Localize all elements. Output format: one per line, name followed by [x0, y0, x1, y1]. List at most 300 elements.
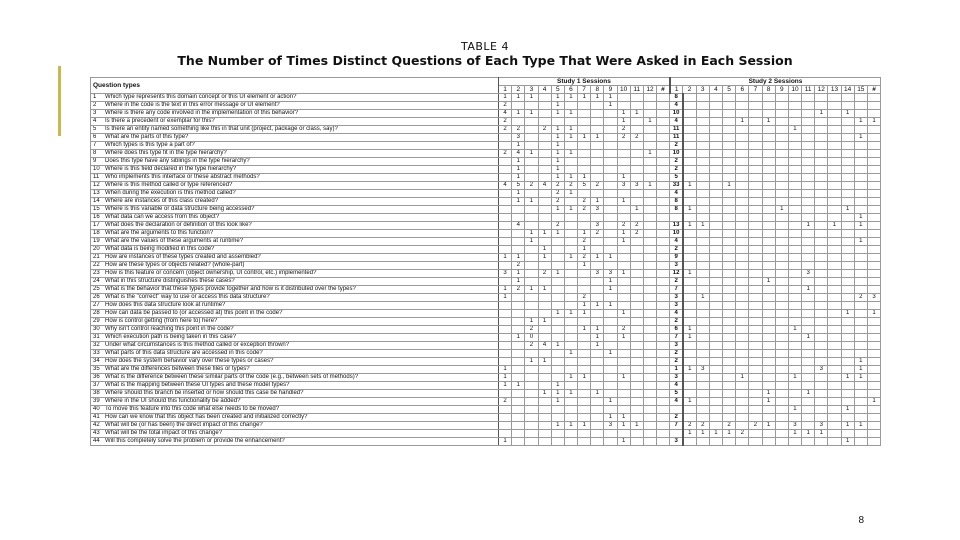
- question-number: 36: [93, 374, 100, 380]
- question-text: Where does this type fit in the type hierarchy?: [105, 150, 227, 156]
- study2-count-cell: [867, 278, 880, 286]
- study1-count-cell: [617, 206, 630, 214]
- study1-count-cell: [657, 174, 670, 182]
- study2-count-cell: [854, 150, 867, 158]
- study2-count-cell: [696, 310, 709, 318]
- study2-count-cell: [762, 270, 775, 278]
- study2-count-cell: [749, 326, 762, 334]
- study1-count-cell: [564, 430, 577, 438]
- study2-count-cell: [736, 158, 749, 166]
- study2-count-cell: [867, 230, 880, 238]
- study2-count-cell: 1: [841, 110, 854, 118]
- study2-count-cell: [696, 166, 709, 174]
- study1-count-cell: [643, 134, 656, 142]
- study1-total-cell: 2: [670, 358, 683, 366]
- study2-count-cell: [696, 262, 709, 270]
- study1-count-cell: [630, 326, 643, 334]
- study2-count-cell: [775, 126, 788, 134]
- question-cell: [91, 230, 499, 238]
- study2-count-cell: [736, 326, 749, 334]
- study1-count-cell: 1: [512, 110, 525, 118]
- study2-count-cell: [709, 158, 722, 166]
- study1-count-cell: [551, 294, 564, 302]
- study2-count-cell: [828, 254, 841, 262]
- study1-count-cell: [617, 398, 630, 406]
- study1-count-cell: [525, 190, 538, 198]
- study2-count-cell: [762, 326, 775, 334]
- study2-count-cell: 3: [788, 422, 801, 430]
- study2-count-cell: [709, 206, 722, 214]
- study2-count-cell: [709, 294, 722, 302]
- study1-count-cell: 1: [604, 350, 617, 358]
- study2-count-cell: [683, 318, 696, 326]
- question-number: 39: [93, 398, 100, 404]
- question-text: What are the values of these arguments at runtime?: [105, 238, 244, 244]
- study2-count-cell: [867, 206, 880, 214]
- study2-count-cell: 1: [867, 310, 880, 318]
- study1-count-cell: [604, 142, 617, 150]
- study2-count-cell: [828, 166, 841, 174]
- study1-count-cell: 2: [578, 198, 591, 206]
- study1-count-cell: [630, 158, 643, 166]
- study1-count-cell: [643, 430, 656, 438]
- study1-count-cell: [512, 302, 525, 310]
- study2-count-cell: 1: [762, 118, 775, 126]
- study1-count-cell: [525, 134, 538, 142]
- study2-count-cell: [749, 438, 762, 446]
- study1-count-cell: 1: [551, 342, 564, 350]
- study1-count-cell: [643, 214, 656, 222]
- study1-count-cell: [578, 438, 591, 446]
- study2-count-cell: 2: [683, 422, 696, 430]
- study2-count-cell: [802, 214, 815, 222]
- study1-count-cell: [551, 214, 564, 222]
- study1-count-cell: [564, 342, 577, 350]
- study1-count-cell: [499, 134, 512, 142]
- study1-count-cell: [643, 206, 656, 214]
- study2-count-cell: [723, 302, 736, 310]
- study1-count-cell: 1: [591, 198, 604, 206]
- question-number: 9: [93, 158, 97, 164]
- study2-count-cell: [709, 270, 722, 278]
- study1-count-cell: [551, 326, 564, 334]
- study1-count-cell: [643, 422, 656, 430]
- question-text: Will this completely solve the problem or provide the enhancement?: [105, 438, 285, 444]
- study1-count-cell: [564, 142, 577, 150]
- study2-count-cell: [683, 342, 696, 350]
- study1-count-cell: [657, 294, 670, 302]
- study1-count-cell: 4: [538, 182, 551, 190]
- study2-count-cell: [788, 366, 801, 374]
- study1-count-cell: [551, 318, 564, 326]
- study1-count-cell: [630, 390, 643, 398]
- study1-count-cell: [578, 366, 591, 374]
- study1-count-cell: [525, 406, 538, 414]
- study1-count-cell: [617, 302, 630, 310]
- question-text: What will be (or has been) the direct impact of this change?: [105, 422, 263, 428]
- study1-count-cell: [564, 382, 577, 390]
- study2-count-cell: [762, 182, 775, 190]
- study1-count-cell: 2: [499, 126, 512, 134]
- study1-count-cell: 5: [578, 182, 591, 190]
- study2-session-header: 11: [802, 86, 815, 94]
- study1-count-cell: 3: [512, 134, 525, 142]
- study2-count-cell: [788, 110, 801, 118]
- study1-count-cell: [551, 334, 564, 342]
- study2-count-cell: [802, 206, 815, 214]
- study1-total-cell: 3: [670, 374, 683, 382]
- study2-count-cell: [841, 190, 854, 198]
- study1-count-cell: 1: [591, 254, 604, 262]
- question-cell: [91, 430, 499, 438]
- question-number: 11: [93, 174, 100, 180]
- study2-count-cell: [815, 438, 828, 446]
- study1-total-cell: 3: [670, 342, 683, 350]
- study1-count-cell: [657, 438, 670, 446]
- question-text: Who implements this interface or these abstract methods?: [105, 174, 260, 180]
- question-cell: [91, 190, 499, 198]
- study1-count-cell: [551, 118, 564, 126]
- study1-count-cell: [525, 254, 538, 262]
- study2-count-cell: [815, 182, 828, 190]
- study2-count-cell: 1: [696, 294, 709, 302]
- study1-count-cell: [630, 126, 643, 134]
- question-number: 7: [93, 142, 97, 148]
- study2-count-cell: [696, 406, 709, 414]
- question-number: 21: [93, 254, 100, 260]
- study1-count-cell: 1: [617, 414, 630, 422]
- study2-session-header: #: [867, 86, 880, 94]
- study2-count-cell: [828, 198, 841, 206]
- table-group-header-row: [91, 78, 881, 86]
- question-cell: [91, 214, 499, 222]
- study2-count-cell: [736, 142, 749, 150]
- table-row: [91, 366, 881, 374]
- study2-count-cell: [802, 102, 815, 110]
- study1-count-cell: [538, 422, 551, 430]
- study1-total-cell: 2: [670, 246, 683, 254]
- study2-count-cell: [762, 238, 775, 246]
- study2-count-cell: [867, 342, 880, 350]
- study1-total-cell: 4: [670, 190, 683, 198]
- study2-count-cell: [696, 254, 709, 262]
- study1-count-cell: 1: [512, 166, 525, 174]
- study2-count-cell: [802, 254, 815, 262]
- study2-count-cell: [854, 110, 867, 118]
- study2-count-cell: [788, 286, 801, 294]
- study1-count-cell: 1: [630, 206, 643, 214]
- study1-count-cell: [630, 142, 643, 150]
- study1-count-cell: [512, 414, 525, 422]
- study1-count-cell: [630, 342, 643, 350]
- study1-count-cell: 1: [591, 342, 604, 350]
- study1-count-cell: [617, 142, 630, 150]
- study2-count-cell: [802, 374, 815, 382]
- study2-count-cell: [788, 294, 801, 302]
- study1-count-cell: [604, 390, 617, 398]
- question-text: What parts of this data structure are accessed in this code?: [105, 350, 263, 356]
- study1-count-cell: 1: [538, 286, 551, 294]
- study2-count-cell: [815, 174, 828, 182]
- study2-count-cell: [815, 158, 828, 166]
- study1-count-cell: 2: [617, 126, 630, 134]
- study2-count-cell: [762, 334, 775, 342]
- study2-count-cell: [749, 174, 762, 182]
- study2-count-cell: [736, 174, 749, 182]
- study2-count-cell: [841, 294, 854, 302]
- study2-count-cell: [709, 286, 722, 294]
- study1-count-cell: [512, 238, 525, 246]
- study1-count-cell: [564, 246, 577, 254]
- study2-count-cell: [736, 422, 749, 430]
- study1-count-cell: [512, 430, 525, 438]
- study1-count-cell: [512, 318, 525, 326]
- study1-count-cell: [617, 262, 630, 270]
- study1-count-cell: 2: [538, 126, 551, 134]
- study2-count-cell: 1: [736, 374, 749, 382]
- study1-count-cell: 1: [564, 126, 577, 134]
- study2-count-cell: [802, 126, 815, 134]
- study2-count-cell: [723, 350, 736, 358]
- study2-count-cell: [828, 238, 841, 246]
- table-row: [91, 174, 881, 182]
- study1-total-cell: 2: [670, 318, 683, 326]
- study2-count-cell: [841, 222, 854, 230]
- study2-count-cell: [709, 342, 722, 350]
- question-text: To move this feature into this code what else needs to be moved?: [105, 406, 280, 412]
- study2-count-cell: [736, 254, 749, 262]
- study2-count-cell: [775, 134, 788, 142]
- study1-count-cell: [657, 198, 670, 206]
- study1-count-cell: [630, 438, 643, 446]
- study2-count-cell: [828, 374, 841, 382]
- study2-count-cell: [709, 326, 722, 334]
- study2-count-cell: [775, 374, 788, 382]
- study1-count-cell: [643, 158, 656, 166]
- study1-total-cell: 4: [670, 238, 683, 246]
- study1-count-cell: [564, 270, 577, 278]
- study2-count-cell: [723, 150, 736, 158]
- study2-count-cell: 1: [775, 206, 788, 214]
- question-number: 25: [93, 286, 100, 292]
- study2-count-cell: [709, 166, 722, 174]
- table-row: [91, 342, 881, 350]
- study1-count-cell: [643, 382, 656, 390]
- study1-count-cell: [604, 238, 617, 246]
- study2-count-cell: [683, 158, 696, 166]
- study2-count-cell: [815, 198, 828, 206]
- study2-count-cell: [696, 110, 709, 118]
- question-number: 29: [93, 318, 100, 324]
- study2-count-cell: [775, 182, 788, 190]
- table-row: [91, 214, 881, 222]
- study2-count-cell: [775, 158, 788, 166]
- study1-count-cell: [604, 214, 617, 222]
- question-text: How is control getting (from here to) here?: [105, 318, 218, 324]
- study2-count-cell: [709, 374, 722, 382]
- study1-count-cell: [591, 102, 604, 110]
- study1-count-cell: [525, 262, 538, 270]
- question-cell: [91, 422, 499, 430]
- study1-count-cell: [630, 374, 643, 382]
- table-row: [91, 190, 881, 198]
- study2-count-cell: [802, 142, 815, 150]
- study2-count-cell: [854, 342, 867, 350]
- study2-count-cell: [841, 102, 854, 110]
- study1-count-cell: 1: [551, 134, 564, 142]
- study1-count-cell: 1: [551, 174, 564, 182]
- study2-count-cell: [841, 142, 854, 150]
- study1-count-cell: 1: [617, 118, 630, 126]
- table-row: [91, 142, 881, 150]
- study2-count-cell: [802, 238, 815, 246]
- study1-count-cell: [578, 142, 591, 150]
- study1-count-cell: 1: [564, 310, 577, 318]
- study1-count-cell: [657, 166, 670, 174]
- study2-count-cell: 1: [683, 182, 696, 190]
- study2-count-cell: [828, 110, 841, 118]
- study1-count-cell: [538, 430, 551, 438]
- table-row: [91, 334, 881, 342]
- study1-total-cell: 3: [670, 438, 683, 446]
- study2-count-cell: [854, 302, 867, 310]
- study2-count-cell: [854, 430, 867, 438]
- study1-count-cell: 2: [551, 222, 564, 230]
- study1-count-cell: [630, 166, 643, 174]
- study1-count-cell: [643, 286, 656, 294]
- study1-total-cell: 8: [670, 206, 683, 214]
- study1-count-cell: [630, 414, 643, 422]
- study2-count-cell: [802, 318, 815, 326]
- study2-count-cell: [736, 438, 749, 446]
- study1-count-cell: [657, 190, 670, 198]
- study2-count-cell: 1: [802, 390, 815, 398]
- study1-count-cell: [525, 174, 538, 182]
- study2-count-cell: [775, 254, 788, 262]
- question-text: Does this type have any siblings in the type hierarchy?: [105, 158, 250, 164]
- study1-count-cell: [630, 430, 643, 438]
- study2-count-cell: [815, 94, 828, 102]
- study1-count-cell: [643, 366, 656, 374]
- study1-count-cell: [657, 358, 670, 366]
- study2-count-cell: [736, 342, 749, 350]
- study2-count-cell: [762, 366, 775, 374]
- question-text: How does the system behavior vary over these types or cases?: [105, 358, 274, 364]
- question-cell: [91, 342, 499, 350]
- table-row: [91, 358, 881, 366]
- study1-count-cell: [657, 222, 670, 230]
- study2-count-cell: [749, 262, 762, 270]
- study1-count-cell: [551, 358, 564, 366]
- study2-session-header: 14: [841, 86, 854, 94]
- question-text: How does this data structure look at runtime?: [105, 302, 226, 308]
- question-cell: [91, 246, 499, 254]
- study2-count-cell: [723, 406, 736, 414]
- question-cell: [91, 358, 499, 366]
- study1-total-cell: 12: [670, 270, 683, 278]
- study1-count-cell: [578, 414, 591, 422]
- study1-count-cell: [657, 286, 670, 294]
- study1-count-cell: 1: [551, 382, 564, 390]
- question-cell: [91, 414, 499, 422]
- study1-count-cell: [643, 278, 656, 286]
- study2-count-cell: [802, 150, 815, 158]
- question-text: What data is being modified in this code?: [105, 246, 215, 252]
- question-cell: [91, 326, 499, 334]
- study2-count-cell: [749, 126, 762, 134]
- study1-count-cell: [657, 334, 670, 342]
- study1-count-cell: [499, 174, 512, 182]
- study1-count-cell: 1: [564, 374, 577, 382]
- table-row: [91, 430, 881, 438]
- table-row: [91, 310, 881, 318]
- question-table-wrapper: [90, 77, 880, 446]
- study1-count-cell: [630, 334, 643, 342]
- study2-count-cell: [788, 310, 801, 318]
- study2-count-cell: [815, 238, 828, 246]
- question-number: 12: [93, 182, 100, 188]
- study1-session-header: 3: [525, 86, 538, 94]
- study1-count-cell: [591, 350, 604, 358]
- study1-count-cell: [551, 238, 564, 246]
- study1-count-cell: [604, 182, 617, 190]
- study1-count-cell: [564, 262, 577, 270]
- study2-count-cell: [762, 246, 775, 254]
- study2-count-cell: [723, 358, 736, 366]
- study1-count-cell: 1: [617, 230, 630, 238]
- study2-count-cell: [802, 366, 815, 374]
- study2-count-cell: 1: [828, 222, 841, 230]
- study2-count-cell: [683, 310, 696, 318]
- study1-count-cell: [630, 318, 643, 326]
- study2-count-cell: [709, 334, 722, 342]
- question-number: 33: [93, 350, 100, 356]
- study1-count-cell: [591, 110, 604, 118]
- study2-count-cell: [762, 166, 775, 174]
- study2-count-cell: [815, 222, 828, 230]
- study1-count-cell: 1: [538, 254, 551, 262]
- study2-session-header: 7: [749, 86, 762, 94]
- study1-count-cell: 1: [617, 422, 630, 430]
- study2-count-cell: [802, 406, 815, 414]
- study1-count-cell: 1: [551, 422, 564, 430]
- study2-count-cell: [683, 262, 696, 270]
- study1-count-cell: [591, 150, 604, 158]
- question-text: How can we know that this object has been created and initialized correctly?: [105, 414, 308, 420]
- study1-count-cell: 1: [512, 334, 525, 342]
- study1-count-cell: [657, 270, 670, 278]
- table-row: [91, 198, 881, 206]
- question-text: Which type represents this domain concept or this UI element or action?: [105, 94, 297, 100]
- study1-count-cell: 1: [525, 286, 538, 294]
- study1-count-cell: [525, 214, 538, 222]
- study1-count-cell: [578, 318, 591, 326]
- study1-count-cell: [499, 414, 512, 422]
- study1-count-cell: [657, 150, 670, 158]
- study2-count-cell: [828, 142, 841, 150]
- study2-count-cell: [841, 134, 854, 142]
- question-cell: [91, 254, 499, 262]
- study1-count-cell: [617, 190, 630, 198]
- study2-count-cell: [788, 254, 801, 262]
- study2-count-cell: [788, 358, 801, 366]
- study1-count-cell: 1: [551, 150, 564, 158]
- study1-count-cell: 1: [512, 158, 525, 166]
- study2-count-cell: [749, 358, 762, 366]
- study1-count-cell: 1: [604, 398, 617, 406]
- question-number: 37: [93, 382, 100, 388]
- study2-count-cell: [683, 358, 696, 366]
